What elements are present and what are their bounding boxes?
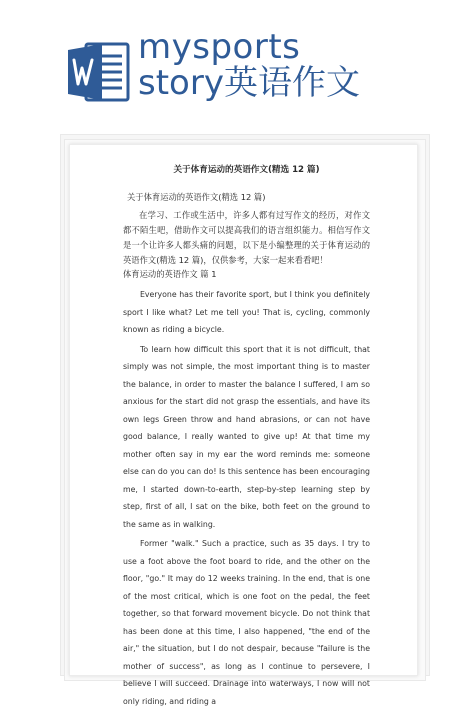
document-body xyxy=(123,164,370,710)
banner xyxy=(0,0,474,150)
document-subtitle: 关于体育运动的英语作文(精选 12 篇) xyxy=(127,192,266,202)
intro-paragraph: 在学习、工作或生活中，许多人都有过写作文的经历，对作文都不陌生吧，借助作文可以提高我们的语言组织能力。相信写作文是一个让许多人都头痛的问题，以下是小编整理的关于体育运动的英语作文(精选 12 篇)，仅供参考，大家一起来看看吧！ xyxy=(123,210,370,265)
word-document-icon xyxy=(66,40,130,104)
document-title: 关于体育运动的英语作文(精选 12 篇) xyxy=(173,165,320,175)
section-heading: 体育运动的英语作文 篇 1 xyxy=(123,269,217,279)
brand-line-1: mysports xyxy=(138,27,301,67)
brand-title xyxy=(138,27,360,103)
essay-paragraph-2: To learn how difficult this sport that it is not difficult, that simply was not simple, the most important thing is to master the balance, in order to master the balance I suffered, I am so anxious for the start did not grasp the essentials, and have its own legs Green throw and hand abrasions, or can not have good balance, I really wanted to give up! At that time my mother often say in my ear the word reminds me: someone else can do you can do! Is this sentence has been encouraging me, I started down-to-earth, step-by-step learning step by step, first of all, I sat on the bike, both feet on the ground to the same as in walking. xyxy=(123,344,370,529)
essay-paragraph-3: Former "walk." Such a practice, such as 35 days. I try to use a foot above the foot board to ride, and the other on the floor, "go." It may do 12 weeks training. In the end, that is one of the most critical, which is one foot on the pedal, the feet together, so that forward movement bicycle. Do not think that has been done at this time, I also happened, "the end of the air," the situation, but I do not despair, because "failure is the mother of success", as long as I continue to persevere, I believe I will succeed. Drainage into waterways, I now will not only riding, and riding a xyxy=(123,539,370,706)
brand-line-2: story英语作文 xyxy=(138,63,360,103)
essay-paragraph-1: Everyone has their favorite sport, but I think you definitely sport I like what? Let me tell you! That is, cycling, commonly known as riding a bicycle. xyxy=(123,290,370,334)
